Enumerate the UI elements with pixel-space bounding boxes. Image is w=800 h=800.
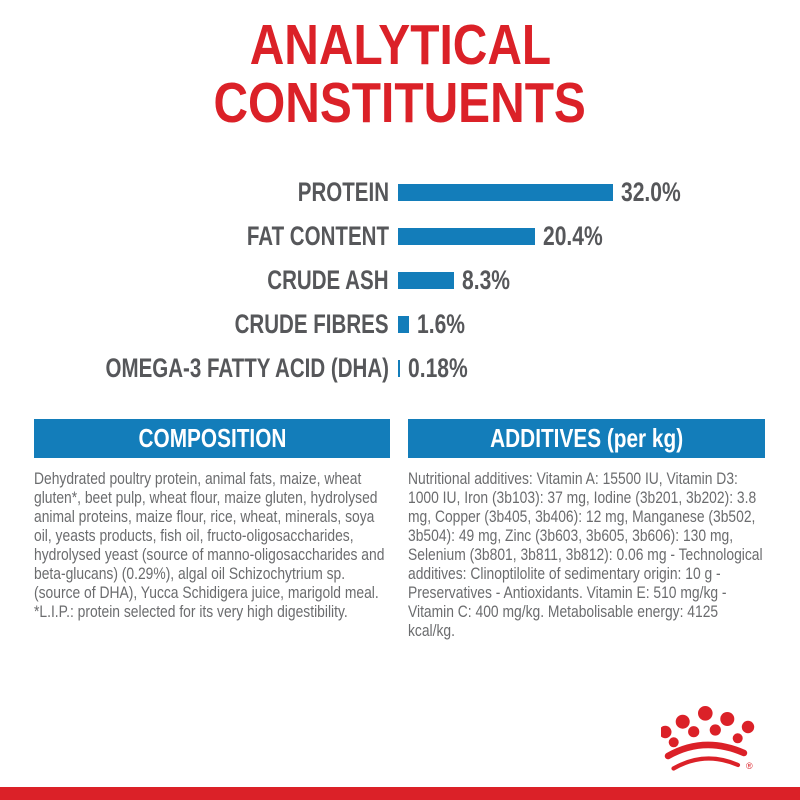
- page-title-line1: ANALYTICAL: [249, 13, 551, 77]
- additives-section: [408, 419, 765, 640]
- chart-category-label: FAT CONTENT: [246, 220, 389, 251]
- additives-body-text: Nutritional additives: Vitamin A: 15500 IU, Vitamin D3: 1000 IU, Iron (3b103): 37 mg, Iodine (3b201, 3b202): 3.8 mg, Copper (3b405, 3b406): 12 mg, Manganese (3b502, 3b504): 49 mg, Zinc (3b603, 3b605, 3b606): 130 mg, Selenium (3b801, 3b811, 3b812): 0.06 mg - Technological additives: Clinoptilolite of sedimentary origin: 10 g - Preservatives - Antioxidants. Vitamin E: 510 mg/kg - Vitamin C: 400 mg/kg. Metabolisable energy: 4125 kcal/kg.: [408, 469, 763, 640]
- chart-bar: [398, 228, 535, 245]
- chart-category-label: CRUDE FIBRES: [235, 308, 389, 339]
- composition-header: COMPOSITION: [34, 419, 390, 458]
- chart-row: [0, 346, 800, 390]
- page-title-line2: CONSTITUENTS: [213, 71, 587, 135]
- chart-value-label: 0.18%: [408, 352, 468, 383]
- page-title: [0, 13, 800, 135]
- chart-value-label: 32.0%: [621, 176, 681, 207]
- chart-bar: [398, 360, 400, 377]
- composition-body-text: Dehydrated poultry protein, animal fats, maize, wheat gluten*, beet pulp, wheat flour, maize gluten, hydrolysed animal proteins, maize flour, rice, wheat, minerals, soya oil, yeasts products, fish oil, fructo-oligosaccharides, hydrolysed yeast (source of manno-oligosaccharides and beta-glucans) (0.29%), algal oil Schizochytrium sp. (source of DHA), Yucca Schidigera juice, marigold meal. *L.I.P.: protein selected for its very high digestibility.: [34, 469, 385, 621]
- chart-row: [0, 214, 800, 258]
- chart-category-label: CRUDE ASH: [267, 264, 389, 295]
- composition-section: [34, 419, 390, 621]
- additives-header: ADDITIVES (per kg): [408, 419, 765, 458]
- chart-row: [0, 258, 800, 302]
- registered-trademark-symbol: ®: [746, 761, 753, 771]
- crown-dots: [661, 706, 754, 747]
- chart-category-label: OMEGA-3 FATTY ACID (DHA): [105, 352, 389, 383]
- footer-red-bar: [0, 787, 800, 800]
- chart-row: [0, 302, 800, 346]
- chart-row: [0, 170, 800, 214]
- chart-value-label: 8.3%: [462, 264, 511, 295]
- chart-value-label: 20.4%: [543, 220, 603, 251]
- crown-arcs: [668, 745, 744, 769]
- royal-canin-crown-logo: [661, 696, 763, 774]
- chart-value-label: 1.6%: [417, 308, 466, 339]
- chart-category-label: PROTEIN: [297, 176, 389, 207]
- chart-bar: [398, 184, 613, 201]
- chart-bar: [398, 272, 454, 289]
- chart-bar: [398, 316, 409, 333]
- analytical-constituents-chart: [0, 170, 800, 390]
